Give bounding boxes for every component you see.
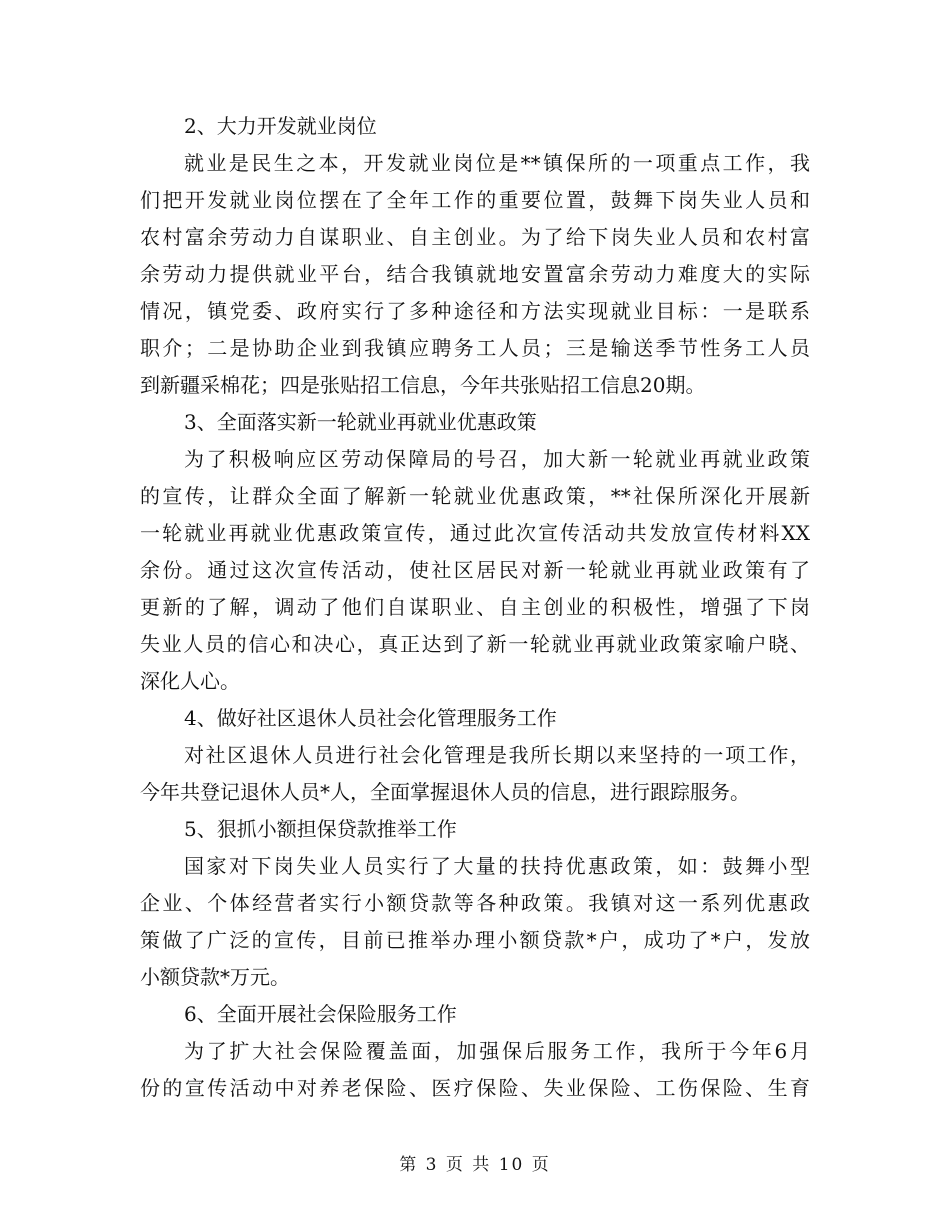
paragraph-line: 今年共登记退休人员*人，全面掌握退休人员的信息，进行跟踪服务。 [140, 780, 750, 804]
paragraph-line: 们把开发就业岗位摆在了全年工作的重要位置，鼓舞下岗失业人员和 [140, 188, 810, 212]
paragraph-line: 国家对下岗失业人员实行了大量的扶持优惠政策，如：鼓舞小型 [184, 854, 810, 878]
paragraph-line: 小额贷款*万元。 [140, 965, 290, 989]
section-heading: 6、全面开展社会保险服务工作 [184, 1002, 457, 1026]
paragraph-line: 深化人心。 [140, 669, 240, 693]
document-body [140, 108, 810, 1107]
paragraph-line: 企业、个体经营者实行小额贷款等各种政策。我镇对这一系列优惠政 [140, 891, 810, 915]
section-retiree-management [140, 700, 810, 811]
paragraph-line: 到新疆采棉花；四是张贴招工信息，今年共张贴招工信息20期。 [140, 373, 706, 397]
section-microloan [140, 811, 810, 996]
page-footer [0, 1150, 950, 1175]
section-social-insurance [140, 996, 810, 1107]
paragraph-line: 份的宣传活动中对养老保险、医疗保险、失业保险、工伤保险、生育 [140, 1076, 810, 1100]
section-job-development [140, 108, 810, 404]
paragraph-line: 就业是民生之本，开发就业岗位是**镇保所的一项重点工作，我 [184, 151, 810, 175]
paragraph-line: 更新的了解，调动了他们自谋职业、自主创业的积极性，增强了下岗 [140, 595, 810, 619]
paragraph-line: 的宣传，让群众全面了解新一轮就业优惠政策，**社保所深化开展新 [140, 484, 810, 508]
section-heading: 5、狠抓小额担保贷款推举工作 [184, 817, 457, 841]
paragraph-line: 为了扩大社会保险覆盖面，加强保后服务工作，我所于今年6月 [184, 1039, 810, 1063]
paragraph-line: 余劳动力提供就业平台，结合我镇就地安置富余劳动力难度大的实际 [140, 262, 810, 286]
section-heading: 4、做好社区退休人员社会化管理服务工作 [184, 706, 557, 730]
paragraph-line: 情况，镇党委、政府实行了多种途径和方法实现就业目标：一是联系 [140, 299, 810, 323]
section-heading: 3、全面落实新一轮就业再就业优惠政策 [184, 410, 537, 434]
paragraph-line: 农村富余劳动力自谋职业、自主创业。为了给下岗失业人员和农村富 [140, 225, 810, 249]
paragraph-line: 对社区退休人员进行社会化管理是我所长期以来坚持的一项工作， [184, 743, 810, 767]
paragraph-line: 职介；二是协助企业到我镇应聘务工人员；三是输送季节性务工人员 [140, 336, 810, 360]
paragraph-line: 为了积极响应区劳动保障局的号召，加大新一轮就业再就业政策 [184, 447, 810, 471]
paragraph-line: 失业人员的信心和决心，真正达到了新一轮就业再就业政策家喻户晓、 [140, 632, 810, 656]
section-heading: 2、大力开发就业岗位 [184, 114, 377, 138]
section-employment-policy [140, 404, 810, 700]
paragraph-line: 余份。通过这次宣传活动，使社区居民对新一轮就业再就业政策有了 [140, 558, 810, 582]
paragraph-line: 策做了广泛的宣传，目前已推举办理小额贷款*户，成功了*户，发放 [140, 928, 810, 952]
paragraph-line: 一轮就业再就业优惠政策宣传，通过此次宣传活动共发放宣传材料XX [140, 521, 810, 545]
page-number: 第 3 页 共 10 页 [399, 1155, 551, 1175]
